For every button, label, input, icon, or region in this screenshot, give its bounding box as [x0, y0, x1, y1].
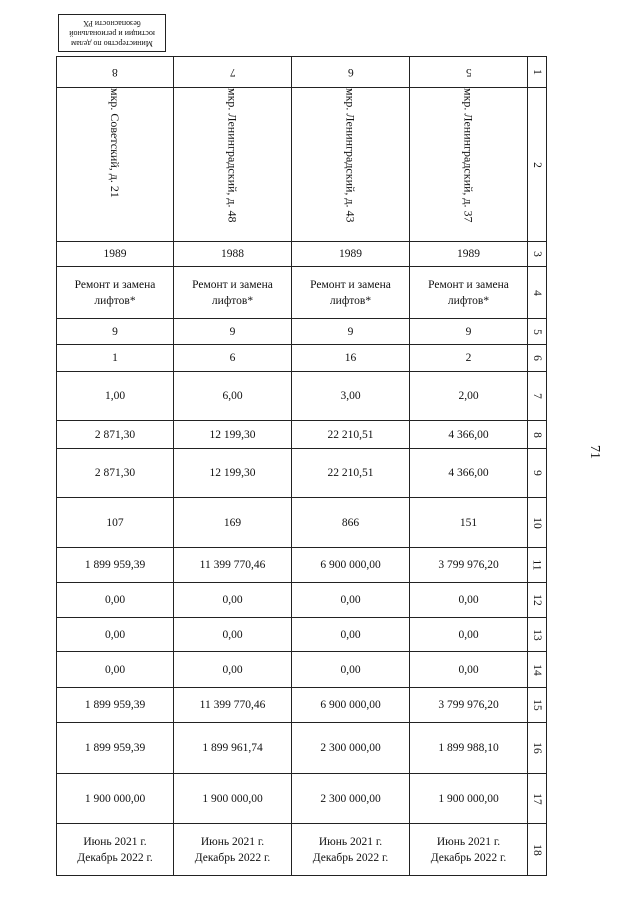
stamp-line-2: юстиции и региональной [69, 29, 155, 38]
value-cell: 12 199,30 [174, 421, 292, 449]
value-cell: 6 900 000,00 [292, 688, 410, 723]
table-row-work-type [57, 267, 547, 319]
value-cell: 0,00 [410, 618, 528, 652]
value-cell: 0,00 [174, 652, 292, 688]
value-cell: 2 300 000,00 [292, 723, 410, 774]
value-cell: 12 199,30 [174, 449, 292, 498]
value-cell: 6 [174, 345, 292, 372]
value-cell: 9 [174, 319, 292, 345]
row-number: 17 [528, 774, 547, 824]
registration-stamp [58, 14, 166, 52]
page-number: 71 [587, 445, 602, 459]
row-number: 16 [528, 723, 547, 774]
row-number: 18 [528, 824, 547, 876]
year-cell: 1989 [292, 242, 410, 267]
value-cell: 2 871,30 [57, 449, 174, 498]
value-cell: 9 [57, 319, 174, 345]
year-cell: 1989 [410, 242, 528, 267]
value-cell: 2 [410, 345, 528, 372]
value-cell: 3 799 976,20 [410, 548, 528, 583]
value-cell: 1 899 988,10 [410, 723, 528, 774]
value-cell: 1 900 000,00 [57, 774, 174, 824]
value-cell: 4 366,00 [410, 421, 528, 449]
value-cell: 1 [57, 345, 174, 372]
table-row-6 [57, 345, 547, 372]
row-number: 9 [528, 449, 547, 498]
value-cell: 3 799 976,20 [410, 688, 528, 723]
table-row-17 [57, 774, 547, 824]
value-cell: 0,00 [57, 583, 174, 618]
row-number: 1 [528, 57, 547, 88]
value-cell: 11 399 770,46 [174, 548, 292, 583]
value-cell: 1 900 000,00 [174, 774, 292, 824]
row-number: 15 [528, 688, 547, 723]
value-cell: 3,00 [292, 372, 410, 421]
period-cell: Июнь 2021 г. Декабрь 2022 г. [410, 824, 528, 876]
value-cell: 11 399 770,46 [174, 688, 292, 723]
value-cell: 0,00 [292, 618, 410, 652]
row-number: 3 [528, 242, 547, 267]
value-cell: 4 366,00 [410, 449, 528, 498]
period-cell: Июнь 2021 г. Декабрь 2022 г. [174, 824, 292, 876]
table-row-13 [57, 618, 547, 652]
table-row-11 [57, 548, 547, 583]
value-cell: 22 210,51 [292, 421, 410, 449]
year-cell: 1989 [57, 242, 174, 267]
table-row-15 [57, 688, 547, 723]
value-cell: 0,00 [410, 583, 528, 618]
value-cell: 9 [292, 319, 410, 345]
column-number-cell: 6 [292, 57, 410, 88]
value-cell: 1,00 [57, 372, 174, 421]
period-cell: Июнь 2021 г. Декабрь 2022 г. [292, 824, 410, 876]
value-cell: 0,00 [292, 583, 410, 618]
work-type-cell: Ремонт и замена лифтов* [174, 267, 292, 319]
address-cell: мкр. Ленинградский, д. 48 [174, 88, 292, 242]
table-row-7 [57, 372, 547, 421]
value-cell: 0,00 [410, 652, 528, 688]
value-cell: 1 899 959,39 [57, 723, 174, 774]
row-number: 2 [528, 88, 547, 242]
table-row-5 [57, 319, 547, 345]
work-type-cell: Ремонт и замена лифтов* [57, 267, 174, 319]
value-cell: 107 [57, 498, 174, 548]
value-cell: 22 210,51 [292, 449, 410, 498]
table-row-14 [57, 652, 547, 688]
column-number-cell: 7 [174, 57, 292, 88]
value-cell: 0,00 [174, 618, 292, 652]
value-cell: 0,00 [57, 652, 174, 688]
value-cell: 9 [410, 319, 528, 345]
period-cell: Июнь 2021 г. Декабрь 2022 г. [57, 824, 174, 876]
column-number-cell: 5 [410, 57, 528, 88]
value-cell: 16 [292, 345, 410, 372]
value-cell: 1 899 959,39 [57, 548, 174, 583]
column-number-cell: 8 [57, 57, 174, 88]
table-row-16 [57, 723, 547, 774]
stamp-line-1: Министерство по делам [71, 39, 153, 48]
table-row-12 [57, 583, 547, 618]
value-cell: 0,00 [292, 652, 410, 688]
row-number: 8 [528, 421, 547, 449]
value-cell: 1 899 961,74 [174, 723, 292, 774]
year-cell: 1988 [174, 242, 292, 267]
row-number: 7 [528, 372, 547, 421]
value-cell: 866 [292, 498, 410, 548]
address-cell: мкр. Советский, д. 21 [57, 88, 174, 242]
value-cell: 2 300 000,00 [292, 774, 410, 824]
value-cell: 6 900 000,00 [292, 548, 410, 583]
table-row-year [57, 242, 547, 267]
table-row-address [57, 88, 547, 242]
row-number: 5 [528, 319, 547, 345]
value-cell: 0,00 [174, 583, 292, 618]
table-row-8 [57, 421, 547, 449]
row-number: 10 [528, 498, 547, 548]
value-cell: 169 [174, 498, 292, 548]
row-number: 13 [528, 618, 547, 652]
row-number: 12 [528, 583, 547, 618]
table-row-10 [57, 498, 547, 548]
work-type-cell: Ремонт и замена лифтов* [292, 267, 410, 319]
row-number: 11 [528, 548, 547, 583]
address-cell: мкр. Ленинградский, д. 37 [410, 88, 528, 242]
value-cell: 2,00 [410, 372, 528, 421]
table-row-18 [57, 824, 547, 876]
value-cell: 0,00 [57, 618, 174, 652]
row-number: 6 [528, 345, 547, 372]
table-row-column-numbers [57, 57, 547, 88]
address-cell: мкр. Ленинградский, д. 43 [292, 88, 410, 242]
row-number: 14 [528, 652, 547, 688]
row-number: 4 [528, 267, 547, 319]
work-type-cell: Ремонт и замена лифтов* [410, 267, 528, 319]
value-cell: 1 899 959,39 [57, 688, 174, 723]
table-row-9 [57, 449, 547, 498]
value-cell: 151 [410, 498, 528, 548]
value-cell: 1 900 000,00 [410, 774, 528, 824]
value-cell: 6,00 [174, 372, 292, 421]
value-cell: 2 871,30 [57, 421, 174, 449]
stamp-line-3: безопасности РХ [83, 19, 141, 28]
lift-repair-table [56, 56, 547, 876]
